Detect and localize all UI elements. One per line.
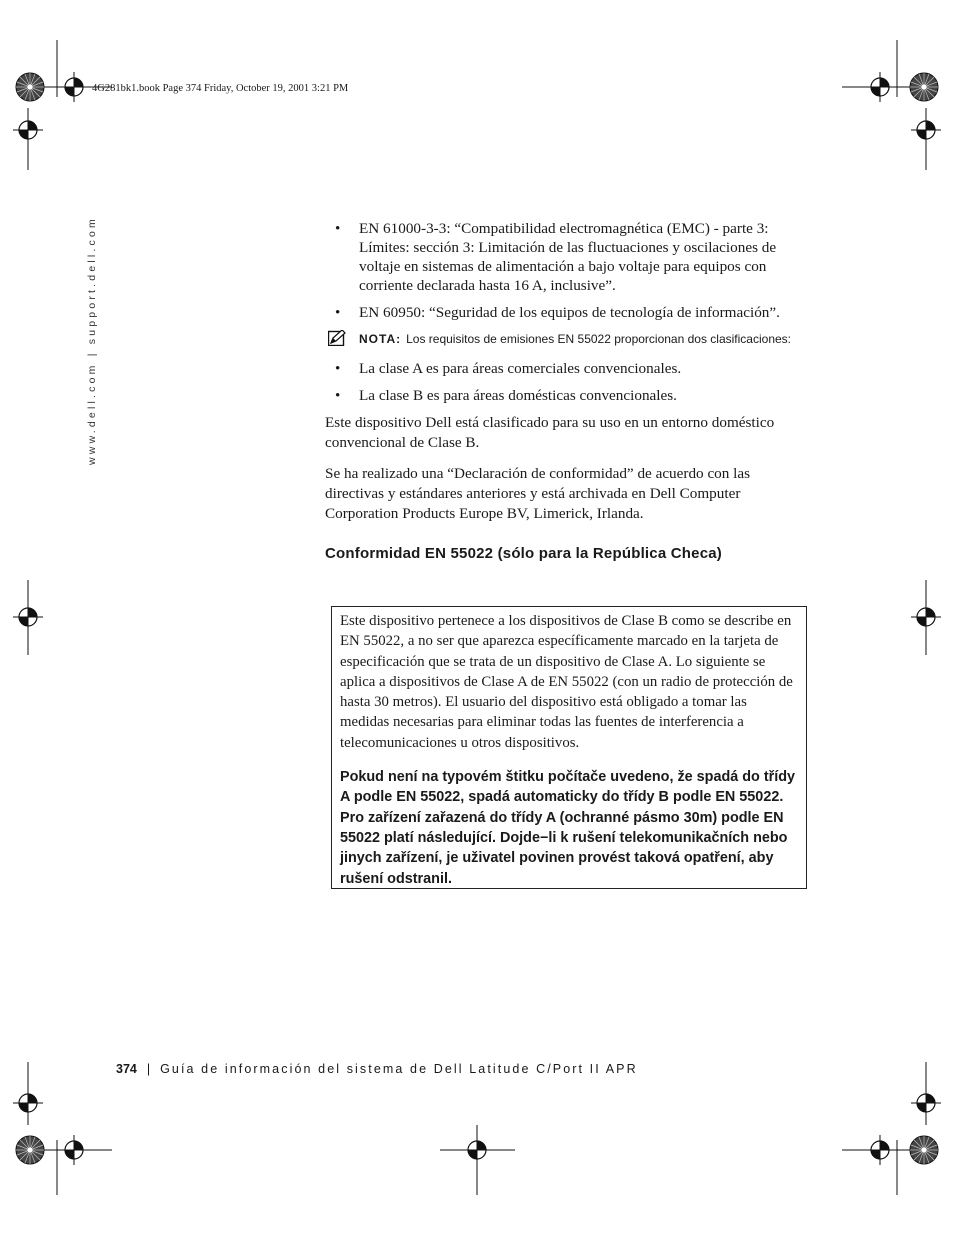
bullet-icon: • — [335, 360, 341, 377]
list-item — [325, 219, 811, 295]
bullet-icon: • — [335, 304, 341, 321]
box-czech-text: Pokud není na typovém štitku počítače uvedeno, že spadá do třídy A podle EN 55022, spadá automaticky do třídy B podle EN 55022. Pro zařízení zařazená do třídy A (ochranné pásmo 30m) podle EN 55022 platí následující. Dojde−li k rušení telekomunikačních nebo jinych zařízení, je uživatel povinen provést taková opatření, aby rušení odstranil. — [340, 769, 795, 887]
list-item — [325, 359, 811, 378]
main-content — [325, 219, 811, 562]
list-item-text: EN 60950: “Seguridad de los equipos de tecnología de información”. — [359, 304, 780, 321]
note-block — [325, 331, 811, 348]
note-label: NOTA: — [359, 332, 402, 346]
list-item — [325, 386, 811, 405]
footer-title: Guía de información del sistema de Dell Latitude C/Port II APR — [160, 1062, 638, 1076]
bullet-icon: • — [335, 220, 341, 237]
classes-list — [325, 359, 811, 405]
side-url: www.dell.com | support.dell.com — [86, 216, 98, 465]
list-item-text: EN 61000-3-3: “Compatibilidad electromagnética (EMC) - parte 3: Límites: sección 3: Limitación de las fluctuaciones y oscilaciones de voltaje en sistemas de alimentación a bajo voltaje para equipos con corriente declarada hasta 16 A, inclusive”. — [359, 220, 777, 294]
list-item-text: La clase A es para áreas comerciales convencionales. — [359, 360, 682, 377]
section-heading: Conformidad EN 55022 (sólo para la República Checa) — [325, 545, 722, 562]
page-number: 374 — [116, 1062, 137, 1076]
page-footer — [116, 1062, 638, 1076]
bullet-icon: • — [335, 387, 341, 404]
paragraph-classification: Este dispositivo Dell está clasificado para su uso en un entorno doméstico convencional de Clase B. — [325, 414, 775, 451]
conformity-box — [331, 606, 807, 889]
pencil-note-icon — [328, 330, 346, 351]
note-text: Los requisitos de emisiones EN 55022 proporcionan dos clasificaciones: — [406, 332, 791, 346]
standards-list — [325, 219, 811, 322]
box-spanish-text: Este dispositivo pertenece a los dispositivos de Clase B como se describe en EN 55022, a no ser que aparezca específicamente marcado en la tarjeta de especificación que se trata de un dispositivo de Clase A. Lo siguiente se aplica a dispositivos de Clase A de EN 55022 (con un radio de protección de hasta 30 metros). El usuario del dispositivo está obligado a tomar las medidas necesarias para eliminar todas las fuentes de interferencia a telecomunicaciones u otros dispositivos. — [340, 613, 793, 751]
paragraph-declaration: Se ha realizado una “Declaración de conformidad” de acuerdo con las directivas y estándares anteriores y está archivada en Dell Computer Corporation Products Europe BV, Limerick, Irlanda. — [325, 465, 751, 522]
book-slug: 4G281bk1.book Page 374 Friday, October 19, 2001 3:21 PM — [92, 83, 349, 94]
footer-separator: | — [146, 1062, 151, 1076]
list-item-text: La clase B es para áreas domésticas convencionales. — [359, 387, 677, 404]
list-item — [325, 303, 811, 322]
